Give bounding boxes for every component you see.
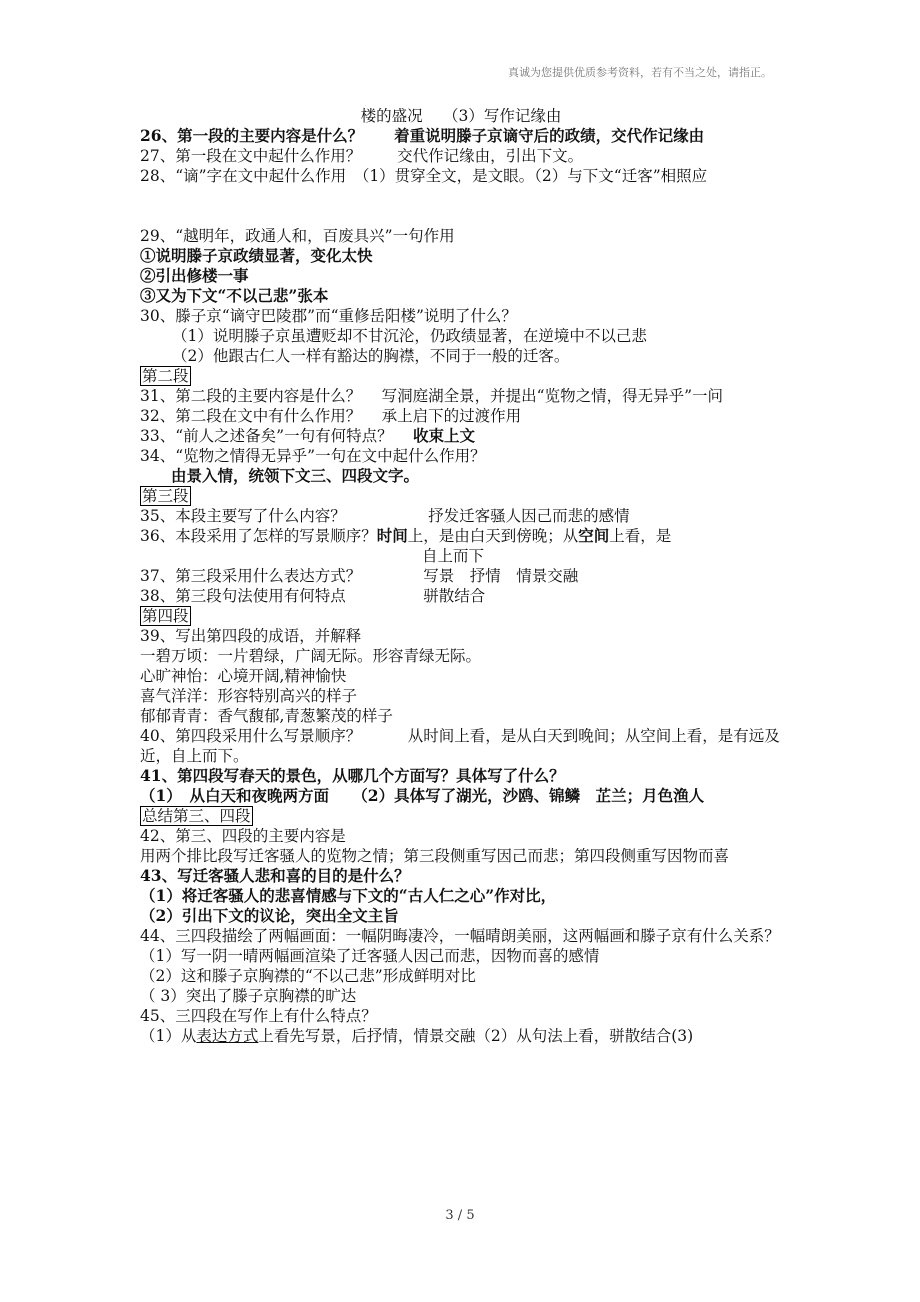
question-35: 35、本段主要写了什么内容？ 抒发迁客骚人因己而悲的感情 <box>140 507 630 525</box>
question-31: 31、第二段的主要内容是什么？ 写洞庭湖全景，并提出“览物之情，得无异乎”一问 <box>140 387 724 405</box>
question-44: 44、三四段描绘了两幅画面：一幅阴晦凄冷，一幅晴朗美丽，这两幅画和滕子京有什么关系？ <box>140 927 780 945</box>
answer-33: 收束上文 <box>413 426 476 445</box>
answer-45-pre: （1）从 <box>140 1027 197 1045</box>
answer-29-2: ②引出修楼一事 <box>140 266 249 285</box>
idiom-2: 心旷神怡：心境开阔,精神愉快 <box>140 667 347 685</box>
question-43: 43、写迁客骚人悲和喜的目的是什么？ <box>140 866 410 885</box>
answer-44-3: （ 3）突出了滕子京胸襟的旷达 <box>140 987 357 1005</box>
question-29: 29、“越明年，政通人和，百废具兴”一句作用 <box>140 227 455 245</box>
answer-41: （1） 从白天和夜晚两方面 （2）具体写了湖光，沙鸥、锦鳞 芷兰；月色渔人 <box>140 786 705 805</box>
answer-34: 由景入情，统领下文三、四段文字。 <box>140 466 420 485</box>
question-45: 45、三四段在写作上有什么特点？ <box>140 1007 377 1025</box>
question-26: 26、第一段的主要内容是什么？ 着重说明滕子京谪守后的政绩，交代作记缘由 <box>140 126 705 145</box>
answer-29-1: ①说明滕子京政绩显著，变化太快 <box>140 246 373 265</box>
question-30: 30、滕子京“谪守巴陵郡”而“重修岳阳楼”说明了什么？ <box>140 307 517 325</box>
idiom-4: 郁郁青青：香气馥郁,青葱繁茂的样子 <box>140 707 393 725</box>
question-27: 27、第一段在文中起什么作用？ 交代作记缘由，引出下文。 <box>140 147 584 165</box>
answer-29-3: ③又为下文“不以己悲”张本 <box>140 286 329 305</box>
answer-43-2: （2）引出下文的议论，突出全文主旨 <box>140 906 399 925</box>
question-37: 37、第三段采用什么表达方式？ 写景 抒情 情景交融 <box>140 567 579 585</box>
answer-45-post: 上看先写景，后抒情，情景交融（2）从句法上看，骈散结合(3) <box>258 1027 694 1045</box>
section-heading-summary: 总结第三、四段 <box>142 807 251 825</box>
question-36-text: 36、本段采用了怎样的写景顺序？ <box>140 527 377 545</box>
answer-36-end: 上看，是 <box>609 527 672 545</box>
question-40: 40、第四段采用什么写景顺序？ 从时间上看，是从白天到晚间；从空间上看，是有远及近，自上而下。 <box>140 727 780 765</box>
question-33-text: 33、“前人之述备矣”一句有何特点？ <box>140 427 413 445</box>
question-42: 42、第三、四段的主要内容是 <box>140 827 346 845</box>
answer-45 <box>140 1026 782 1046</box>
answer-45-underlined: 表达方式 <box>196 1027 259 1045</box>
idiom-3: 喜气洋洋：形容特别高兴的样子 <box>140 687 358 705</box>
question-28: 28、“谪”字在文中起什么作用 （1）贯穿全文，是文眼。（2）与下文“迁客”相照应 <box>140 167 708 185</box>
question-33 <box>140 426 782 446</box>
answer-36-time: 时间 <box>376 526 408 545</box>
question-32: 32、第二段在文中有什么作用？ 承上启下的过渡作用 <box>140 407 522 425</box>
answer-30-1: （1）说明滕子京虽遭贬却不甘沉沦，仍政绩显著，在逆境中不以己悲 <box>172 327 647 345</box>
section-heading-2: 第二段 <box>142 367 189 385</box>
answer-42: 用两个排比段写迁客骚人的览物之情；第三段侧重写因己而悲；第四段侧重写因物而喜 <box>140 847 730 865</box>
answer-36-mid: 上，是由白天到傍晚；从 <box>407 527 579 545</box>
question-36 <box>140 526 782 546</box>
answer-43-1: （1）将迁客骚人的悲喜情感与下文的“古人仁之心”作对比， <box>140 886 557 905</box>
line-title-cont: 楼的盛况 （3）写作记缘由 <box>360 107 562 125</box>
section-heading-3: 第三段 <box>142 487 189 505</box>
answer-44-2: （2）这和滕子京胸襟的“不以己悲”形成鲜明对比 <box>140 967 476 985</box>
answer-36-line2: 自上而下 <box>422 547 485 565</box>
page-number: 3 / 5 <box>445 1208 475 1223</box>
section-heading-4: 第四段 <box>142 607 189 625</box>
question-39: 39、写出第四段的成语，并解释 <box>140 627 362 645</box>
answer-30-2: （2）他跟古仁人一样有豁达的胸襟，不同于一般的迁客。 <box>172 347 570 365</box>
answer-36-space: 空间 <box>578 526 610 545</box>
answer-44-1: （1）写一阴一晴两幅画渲染了迁客骚人因己而悲，因物而喜的感情 <box>140 947 600 965</box>
idiom-1: 一碧万顷：一片碧绿，广阔无际。形容青绿无际。 <box>140 647 482 665</box>
page-header-note: 真诚为您提供优质参考资料，若有不当之处，请指正。 <box>508 66 772 79</box>
question-38: 38、第三段句法使用有何特点 骈散结合 <box>140 587 486 605</box>
document-body <box>140 106 782 1046</box>
question-41: 41、第四段写春天的景色，从哪几个方面写？具体写了什么？ <box>140 766 565 785</box>
question-34: 34、“览物之情得无异乎”一句在文中起什么作用？ <box>140 447 486 465</box>
